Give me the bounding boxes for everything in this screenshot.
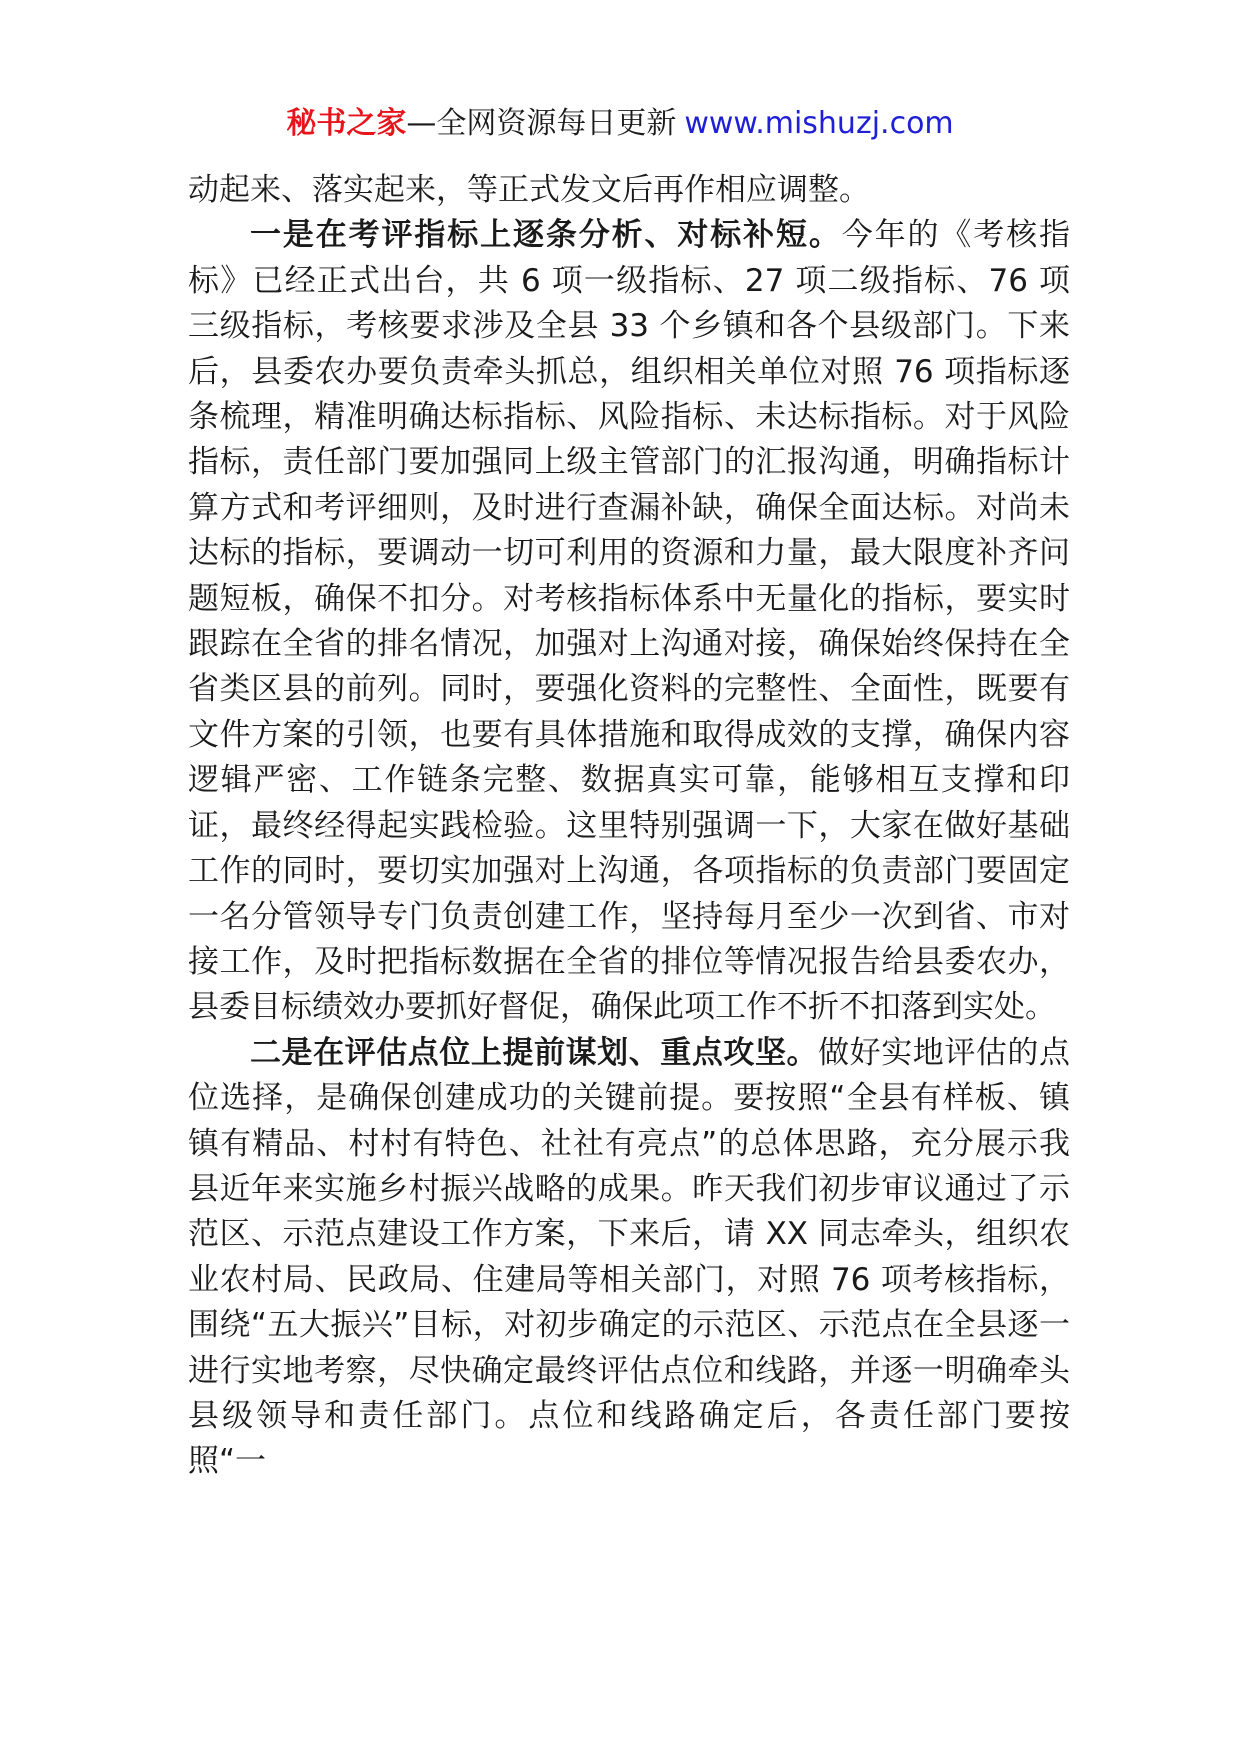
paragraph-text: 今年的《考核指标》已经正式出台，共 6 项一级指标、27 项二级指标、76 项三级指标，考核要求涉及全县 33 个乡镇和各个县级部门。下来后，县委农办要负责牵头抓总，组织相关单位对照 76 项指标逐条梳理，精准明确达标指标、风险指标、未达标指标。对于风险指标，责任部门要加强同上级主管部门的汇报沟通，明确指标计算方式和考评细则，及时进行查漏补缺，确保全面达标。对尚未达标的指标，要调动一切可利用的资源和力量，最大限度补齐问题短板，确保不扣分。对考核指标体系中无量化的指标，要实时跟踪在全省的排名情况，加强对上沟通对接，确保始终保持在全省类区县的前列。同时，要强化资料的完整性、全面性，既要有文件方案的引领，也要有具体措施和取得成效的支撑，确保内容逻辑严密、工作链条完整、数据真实可靠，能够相互支撑和印证，最终经得起实践检验。这里特别强调一下，大家在做好基础工作的同时，要切实加强对上沟通，各项指标的负责部门要固定一名分管领导专门负责创建工作，坚持每月至少一次到省、市对接工作，及时把指标数据在全省的排位等情况报告给县委农办，县委目标绩效办要抓好督促，确保此项工作不折不扣落到实处。 (188, 217, 1070, 1026)
paragraph-continuation (188, 168, 1070, 213)
watermark-header (0, 102, 1240, 146)
document-body (188, 168, 1070, 1485)
paragraph-text: 做好实地评估的点位选择，是确保创建成功的关键前提。要按照“全县有样板、镇镇有精品、村村有特色、社社有亮点”的总体思路，充分展示我县近年来实施乡村振兴战略的成果。昨天我们初步审议通过了示范区、示范点建设工作方案，下来后，请 XX 同志牵头，组织农业农村局、民政局、住建局等相关部门，对照 76 项考核指标，围绕“五大振兴”目标，对初步确定的示范区、示范点在全县逐一进行实地考察，尽快确定最终评估点位和线路，并逐一明确牵头县级领导和责任部门。点位和线路确定后，各责任部门要按照“一 (188, 1034, 1070, 1480)
paragraph-lead: 一是在考评指标上逐条分析、对标补短。 (250, 217, 842, 254)
header-tagline: —全网资源每日更新 (406, 106, 677, 141)
paragraph-lead: 二是在评估点位上提前谋划、重点攻坚。 (250, 1034, 819, 1071)
paragraph-evaluation-sites (188, 1031, 1070, 1485)
brand-name: 秘书之家 (286, 106, 407, 141)
paragraph-text: 动起来、落实起来，等正式发文后再作相应调整。 (188, 172, 870, 208)
paragraph-evaluation-indicators (188, 213, 1070, 1030)
site-url-link[interactable]: www.mishuzj.com (684, 106, 954, 141)
